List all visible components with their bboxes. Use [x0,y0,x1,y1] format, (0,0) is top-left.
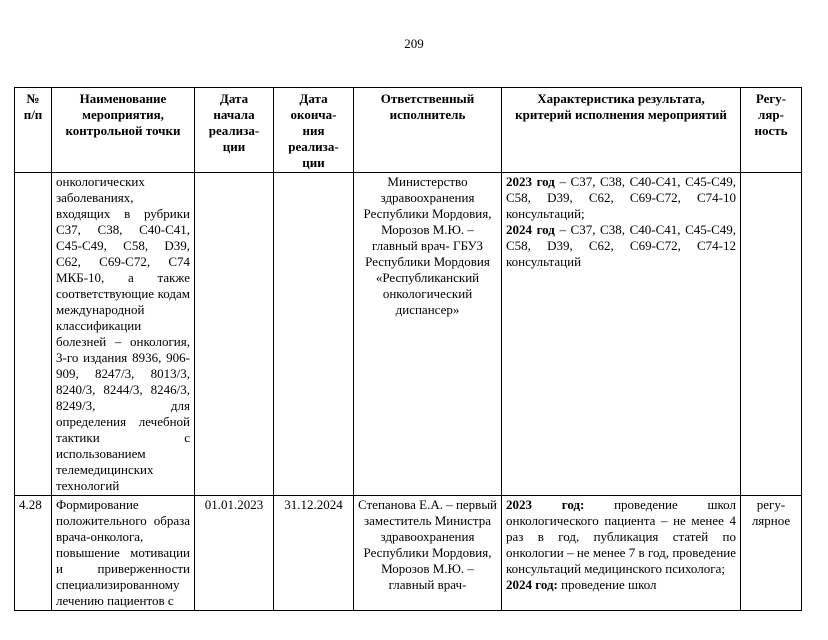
header-responsible: Ответственный исполнитель [354,88,502,173]
table-row [15,173,802,496]
row-name: онкологических заболеваниях, входящих в рубрики С37, С38, С40-С41, С45-С49, С58, D39, С62, С69-С72, С74 МКБ-10, а также соответствующие кодам международной классификации болезней – онкология, 3-го издания 8936, 906-909, 8247/3, 8013/3, 8240/3, 8244/3, 8246/3, 8249/3, для определения лечебной тактики с использованием телемедицинских технологий [52,173,195,496]
row-regularity [741,173,802,496]
header-regularity: Регу- ляр- ность [741,88,802,173]
result-text: – С37, С38, С40-С41, С45-С49, С58, D39, С62, С69-С72, С74-10 консультаций; [506,174,737,221]
row-name: Формирование положительного образа врача-онколога, повышение мотивации и приверженности специализированному лечению пациентов с [52,496,195,611]
header-end-date: Дата оконча- ния реализа- ции [274,88,354,173]
row-result [502,173,741,496]
row-responsible: Степанова Е.А. – первый заместитель Министра здравоохранения Республики Мордовия, Морозов М.Ю. – главный врач- [354,496,502,611]
result-year-label: 2023 год: [506,497,585,512]
header-num: № п/п [15,88,52,173]
row-responsible: Министерство здравоохранения Республики Мордовия, Морозов М.Ю. – главный врач- ГБУЗ Республики Мордовия «Республиканский онкологический диспансер» [354,173,502,496]
row-end-date: 31.12.2024 [274,496,354,611]
table-header-row [15,88,802,173]
result-year-label: 2024 год [506,222,555,237]
result-year-label: 2023 год [506,174,555,189]
page-number: 209 [404,36,424,51]
row-result [502,496,741,611]
row-regularity: регу- лярное [741,496,802,611]
row-end-date [274,173,354,496]
header-start-date: Дата начала реализа- ции [195,88,274,173]
row-num [15,173,52,496]
table-row [15,496,802,611]
result-text: проведение школ [557,577,657,592]
row-start-date: 01.01.2023 [195,496,274,611]
header-result: Характеристика результата, критерий исполнения мероприятий [502,88,741,173]
result-text: проведение школ онкологического пациента – не менее 4 раз в год, публикация статей по онкологии – не менее 7 в год, проведение консультаций медицинского психолога; [506,497,736,576]
result-year-label: 2024 год: [506,577,558,592]
activities-table [14,87,802,611]
row-num: 4.28 [15,496,52,611]
header-name: Наименование мероприятия, контрольной точки [52,88,195,173]
row-start-date [195,173,274,496]
result-text: – С37, С38, С40-С41, С45-С49, С58, D39, С62, С69-С72, С74-12 консультаций [506,222,737,269]
